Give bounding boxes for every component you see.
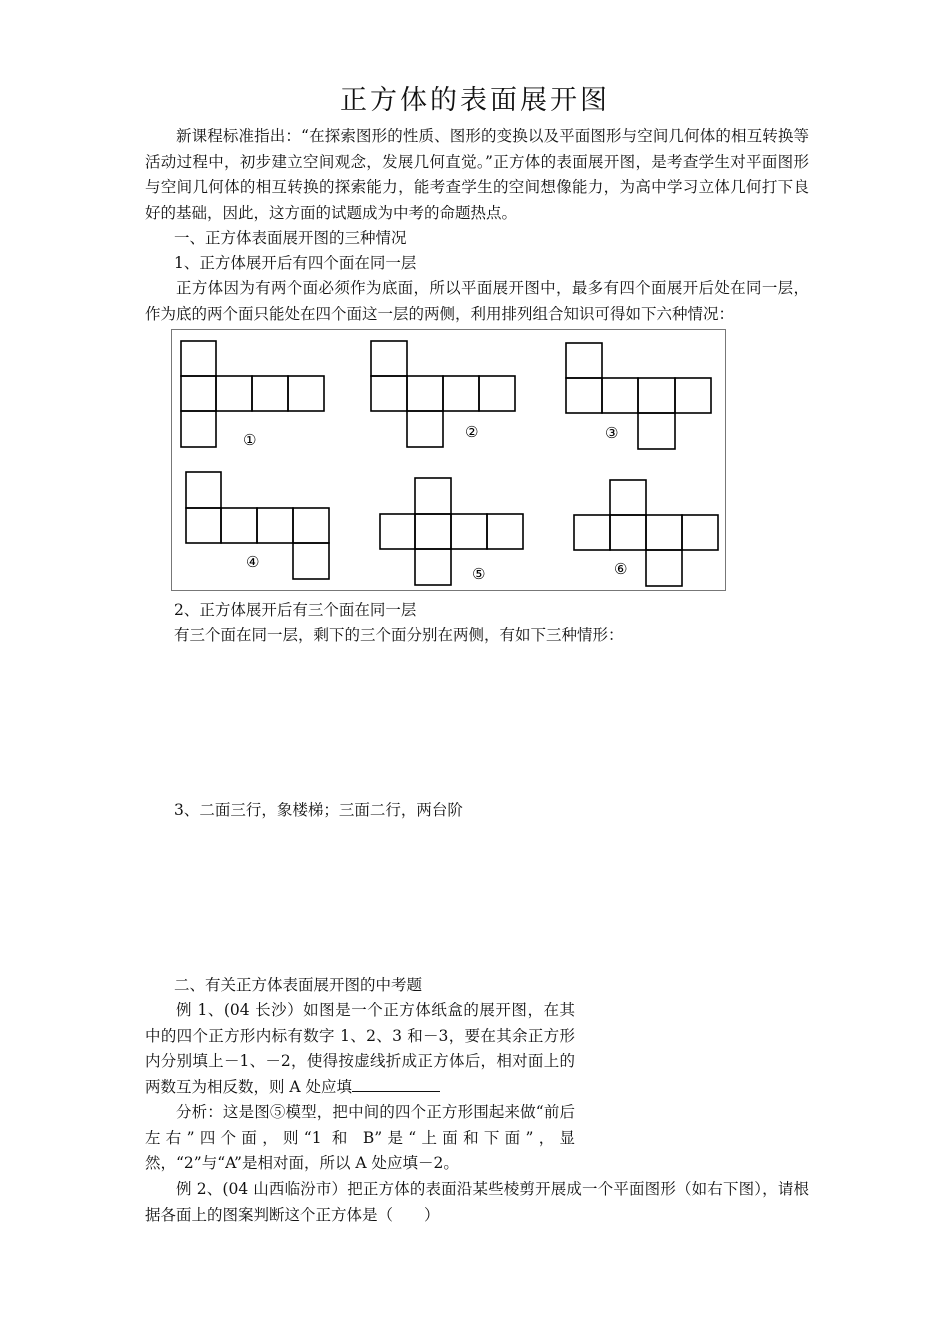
example2-paragraph: 例 2、(04 山西临汾市）把正方体的表面沿某些棱剪开展成一个平面图形（如右下图），请根据各面上的图案判断这个正方体是（ ） — [145, 1180, 809, 1224]
net-label-2: ② — [465, 423, 479, 441]
cube-net-6 — [574, 480, 718, 586]
cube-nets-figure — [171, 329, 726, 591]
cube-nets-svg — [172, 330, 727, 592]
example1-text: 例 1、(04 长沙）如图是一个正方体纸盒的展开图，在其中的四个正方形内标有数字 1、2、3 和－3，要在其余正方形内分别填上－1、－2，使得按虚线折成正方体后，相对面上的两数互为相反数，则 A 处应填 — [145, 1001, 575, 1096]
analysis-paragraph: 分析：这是图⑤模型，把中间的四个正方形围起来做“前后左右”四个面，则“1 和 B”是“上面和下面”，显然，“2”与“A”是相对面，所以 A 处应填－2。 — [145, 1103, 575, 1172]
net-label-5: ⑤ — [472, 565, 486, 583]
net-label-3: ③ — [605, 424, 619, 442]
net-label-1: ① — [243, 431, 257, 449]
answer-blank — [352, 1077, 440, 1092]
cube-net-2 — [371, 341, 515, 447]
section1-heading: 一、正方体表面展开图的三种情况 — [174, 229, 407, 247]
section2-heading: 二、有关正方体表面展开图的中考题 — [174, 976, 423, 994]
page-title: 正方体的表面展开图 — [340, 85, 610, 116]
cube-net-5 — [380, 478, 523, 585]
example1-paragraph — [145, 998, 575, 1100]
case2-paragraph: 有三个面在同一层，剩下的三个面分别在两侧，有如下三种情形： — [174, 626, 624, 644]
net-label-4: ④ — [246, 553, 260, 571]
intro-paragraph: 新课程标准指出：“在探索图形的性质、图形的变换以及平面图形与空间几何体的相互转换等活动过程中，初步建立空间观念，发展几何直觉。”正方体的表面展开图，是考查学生对平面图形与空间几何体的相互转换的探索能力，能考查学生的空间想像能力，为高中学习立体几何打下良好的基础，因此，这方面的试题成为中考的命题热点。 — [145, 127, 809, 222]
net-label-6: ⑥ — [614, 560, 628, 578]
case2-heading: 2、正方体展开后有三个面在同一层 — [174, 601, 417, 619]
case3-heading: 3、二面三行，象楼梯；三面二行，两台阶 — [174, 801, 463, 819]
case1-heading: 1、正方体展开后有四个面在同一层 — [174, 254, 417, 272]
cube-net-3 — [566, 343, 711, 449]
case1-paragraph: 正方体因为有两个面必须作为底面，所以平面展开图中，最多有四个面展开后处在同一层，作为底的两个面只能处在四个面这一层的两侧，利用排列组合知识可得如下六种情况： — [145, 279, 809, 323]
